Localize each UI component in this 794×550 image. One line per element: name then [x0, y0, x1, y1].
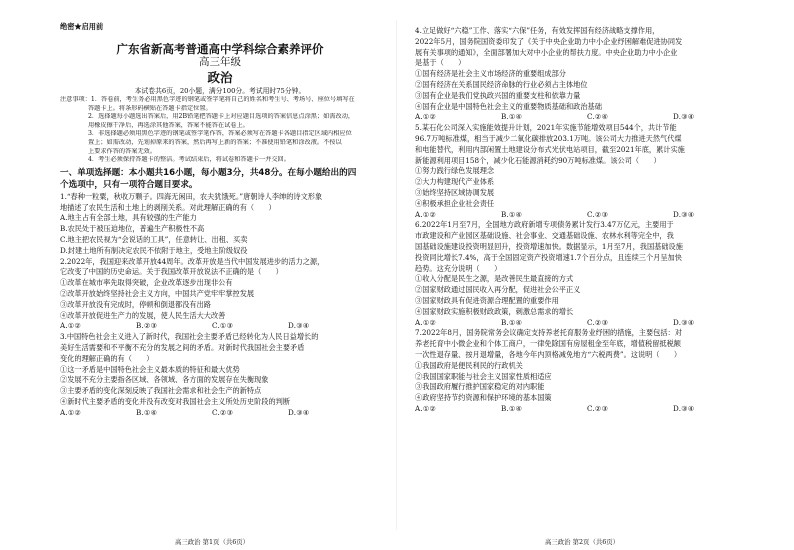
statement-item: ①我国政府是便民利民的行政机关 — [415, 360, 523, 370]
page-footer: 高三政治 第2页（共6页） — [545, 538, 620, 546]
question-stem: 市政建设和产业园区基础设施、社会事业、交通基础设施、农林水利等完全中，我 — [415, 231, 674, 241]
statement-item: ①这一矛盾是中国特色社会主义最本质的特征和最大优势 — [60, 364, 240, 374]
question-stem: 它改变了中国的历史命运。关于我国改革开放说法不正确的是（ ） — [60, 267, 283, 277]
question-stem: 养老托育中小微企业和个体工商户，一律免除国有房屋租金至年底，增值税留抵税额 — [415, 339, 681, 349]
question-stem: 是基于（ ） — [415, 58, 466, 68]
answer-options — [415, 404, 775, 415]
question-6 — [415, 220, 775, 328]
option-a: A.地主占有全部土地，具有较强的生产能力 — [60, 213, 197, 223]
notice-line: 答题卡上。将条形码横贴在答题卡指定位置。 — [88, 104, 212, 112]
answer-c: C.①③ — [212, 321, 234, 331]
question-stem: 2.2022年，我国迎来改革开放44周年。改革开放是当代中国发展进步的活力之源， — [60, 256, 325, 266]
question-stem: 展有关事项的通知》，全面部署加大对中小企业的帮扶力度。中央企业助力中小企业 — [415, 47, 678, 57]
answer-d: D.③④ — [673, 112, 695, 122]
answer-b: B.①④ — [501, 317, 523, 327]
question-stem: 6.2022年1月至7月，全国地方政府新增专项债务累计发行3.47万亿元，主要用于 — [415, 220, 674, 230]
answer-c: C.②③ — [587, 403, 609, 413]
page-2 — [397, 0, 794, 550]
statement-item: ①国有经济是社会主义市场经济的重要组成部分 — [415, 69, 566, 79]
question-4 — [415, 26, 775, 123]
notice-line: 2．选择题每小题选出答案后，用2B铅笔把答题卡上对应题目选项的答案信息点涂黑；如需改动， — [88, 113, 355, 121]
answer-a: A.①② — [60, 321, 82, 331]
statement-item: ③始终坚持区域协调发展 — [415, 187, 495, 197]
question-stem: 96.7万吨标准煤，相当于减少二氧化碳排放203.1万吨。该公司大力推进天然气代煤 — [415, 133, 682, 143]
statement-item: ②大力构建现代产业体系 — [415, 177, 495, 187]
answer-b: B.①④ — [501, 112, 523, 122]
statement-item: ①努力践行绿色发展理念 — [415, 166, 495, 176]
answer-b: B.①④ — [136, 407, 158, 417]
section-heading: 一、单项选择题：本小题共16小题，每小题3分，共48分。在每小题给出的四 — [60, 167, 357, 178]
option-d: D.封建土地所有制决定农民不依附于地主，受地主阶级奴役 — [60, 245, 248, 255]
statement-item: ③国有企业是我们党执政兴国的重要支柱和依靠力量 — [415, 90, 581, 100]
statement-item: ①改革在城市率先取得突破，企业改革逐步出现非公有 — [60, 278, 233, 288]
statement-item: ①收入分配是民生之源，是改善民生最直接的方式 — [415, 274, 574, 284]
answer-a: A.①② — [60, 407, 82, 417]
answer-b: B.②③ — [136, 321, 158, 331]
question-stem: 投资同比增长7.4%，高于全国固定资产投资增速1.7个百分点，且连续三个月呈加快 — [415, 252, 682, 262]
statement-item: ②国家财政通过国民收入再分配，促进社会公平正义 — [415, 285, 581, 295]
answer-b: B.①④ — [501, 403, 523, 413]
answer-d: D.③④ — [288, 407, 310, 417]
question-stem: 趋势。这充分说明（ ） — [415, 263, 502, 273]
question-stem: 4.立足做好“六稳”工作、落实“六保”任务，有效发挥国有经济战略支撑作用， — [415, 26, 660, 35]
answer-options — [415, 210, 775, 221]
statement-item: ②发展不充分主要指各区域、各领域、各方面的发展存在失衡现象 — [60, 375, 269, 385]
question-stem: 地描述了农民生活和土地上的剥削关系。对此理解正确的有（ ） — [60, 202, 276, 212]
exam-info: 本试卷共6页，20小题，满分100分。考试用时75分钟。 — [134, 87, 306, 95]
answer-a: A.①② — [415, 403, 437, 413]
answer-b: B.①④ — [501, 209, 523, 219]
section-heading: 个选项中，只有一项符合题目要求。 — [60, 180, 198, 191]
statement-item: ④改革开放促进生产力的发展，使人民生活大大改善 — [60, 310, 226, 320]
page-footer: 高三政治 第1页（共6页） — [175, 538, 250, 546]
question-7 — [415, 328, 775, 414]
question-2 — [60, 257, 380, 333]
answer-options — [60, 321, 380, 332]
notice-line: 用橡皮擦干净后，再选涂其他答案，答案不能答在试卷上。 — [88, 121, 249, 129]
question-stem: 7.2022年8月，国务院常务会议确定支持养老托育服务业纾困的措施，主要包括：对 — [415, 328, 682, 338]
answer-options — [60, 408, 380, 419]
answer-a: A.①② — [415, 112, 437, 122]
answer-a: A.①② — [415, 317, 437, 327]
statement-item: ②我国国家职能与社会主义国家性质相适应 — [415, 371, 552, 381]
notice-line: 3．非选择题必须用黑色字迹的钢笔或签字笔作答，答案必须写在答题卡各题目指定区域内相应位 — [88, 130, 352, 138]
secret-label: 绝密★启用前 — [60, 22, 104, 31]
notice-line: 4．考生必须保持答题卡的整洁。考试结束后，将试卷和答题卡一并交回。 — [88, 156, 290, 164]
question-stem: 新能源利用项目158个，减少化石能源消耗约90万吨标准煤。该公司（ ） — [415, 155, 661, 165]
answer-c: C.②③ — [587, 209, 609, 219]
option-b: B.农民处于被压迫地位，普遍生产积极性不高 — [60, 224, 205, 234]
grade-title: 高三年级 — [199, 56, 241, 68]
question-stem: 一次性退存量、按月退增量，各地今年内顶格减免地方“六税两费”。这说明（ ） — [415, 349, 682, 359]
answer-a: A.①② — [415, 209, 437, 219]
statement-item: ④积极承担企业社会责任 — [415, 198, 495, 208]
answer-d: D.③④ — [673, 209, 695, 219]
question-stem: 美好生活需要和不平衡不充分的发展之间的矛盾。对新时代我国社会主要矛盾 — [60, 342, 305, 352]
statement-item: ③国家财政具有促进资源合理配置的重要作用 — [415, 295, 559, 305]
question-3 — [60, 332, 380, 418]
question-1 — [60, 192, 380, 257]
notice-line: 注意事项：1．答卷前，考生务必用黑色字迹的钢笔或签字笔将自己的姓名和考生号、考场号、座位号填写在 — [60, 96, 355, 103]
statement-item: ④政府坚持节约资源和保护环境的基本国策 — [415, 393, 552, 403]
notice-line: 置上；如需改动，先划掉原来的答案，然后再写上新的答案；不准使用铅笔和涂改液。不按以 — [88, 138, 342, 146]
question-stem: 2022年5月，国务院国资委印发了《关于中央企业助力中小企业纾困解难促进协同发 — [415, 36, 683, 46]
page-2-content — [415, 26, 775, 534]
question-stem: 变化的理解正确的有（ ） — [60, 353, 154, 363]
question-stem: 3.中国特色社会主义进入了新时代，我国社会主要矛盾已经转化为人民日益增长的 — [60, 332, 319, 342]
page-1-content — [60, 32, 380, 534]
statement-item: ③主要矛盾的变化深刻反映了我国社会需求和社会生产的新特点 — [60, 386, 262, 396]
statement-item: ③改革开放没有完成时，停顿和倒退都没有出路 — [60, 299, 211, 309]
answer-c: C.②③ — [212, 407, 234, 417]
question-stem: 和电能替代，利用内部闲置土地建设分布式光伏电站项目，截至2021年底，累计实施 — [415, 144, 685, 154]
statement-item: ③我国政府履行推护国家稳定的对内职能 — [415, 382, 545, 392]
answer-c: C.②③ — [587, 317, 609, 327]
question-stem: 5.某石化公司深入实施能效提升计划，2021年实施节能增效项目544个，共计节能 — [415, 123, 677, 133]
question-5 — [415, 123, 775, 220]
question-stem: 国基础设施建设投资明显回升，投资增速加快。数据显示，1月至7月，我国基础设施 — [415, 241, 683, 251]
answer-d: D.③④ — [673, 317, 695, 327]
answer-c: C.②④ — [587, 112, 609, 122]
statement-item: ④新时代主要矛盾的变化并没有改变对我国社会主义所处历史阶段的判断 — [60, 396, 291, 406]
notice-line: 上要求作答的答案无效。 — [88, 147, 157, 155]
statement-item: ④国家财政实施积极财政政策，刺激总需求的增长 — [415, 306, 574, 316]
option-c: C.地主把农民视为“会说话的工具”，任意转让、出租、买卖 — [60, 234, 248, 244]
answer-options — [415, 112, 775, 123]
answer-options — [415, 318, 775, 329]
question-stem: 1.“春种一粒粟，秋收万颗子。四海无闲田，农夫犹饿死。”唐朝诗人李绅的诗文形象 — [60, 191, 323, 201]
exam-title: 广东省新高考普通高中学科综合素养评价 — [116, 42, 324, 56]
statement-item: ④国有企业是中国特色社会主义的重要物质基础和政治基础 — [415, 101, 602, 111]
answer-d: D.③④ — [673, 403, 695, 413]
statement-item: ②改革开放始终坚持社会主义方向，中国共产党牢牢掌控发展 — [60, 288, 255, 298]
statement-item: ②国有经济在关系国民经济命脉的行业必须占主体地位 — [415, 79, 588, 89]
subject-title: 政治 — [207, 70, 233, 85]
answer-d: D.③④ — [288, 321, 310, 331]
notice-block — [60, 96, 380, 165]
